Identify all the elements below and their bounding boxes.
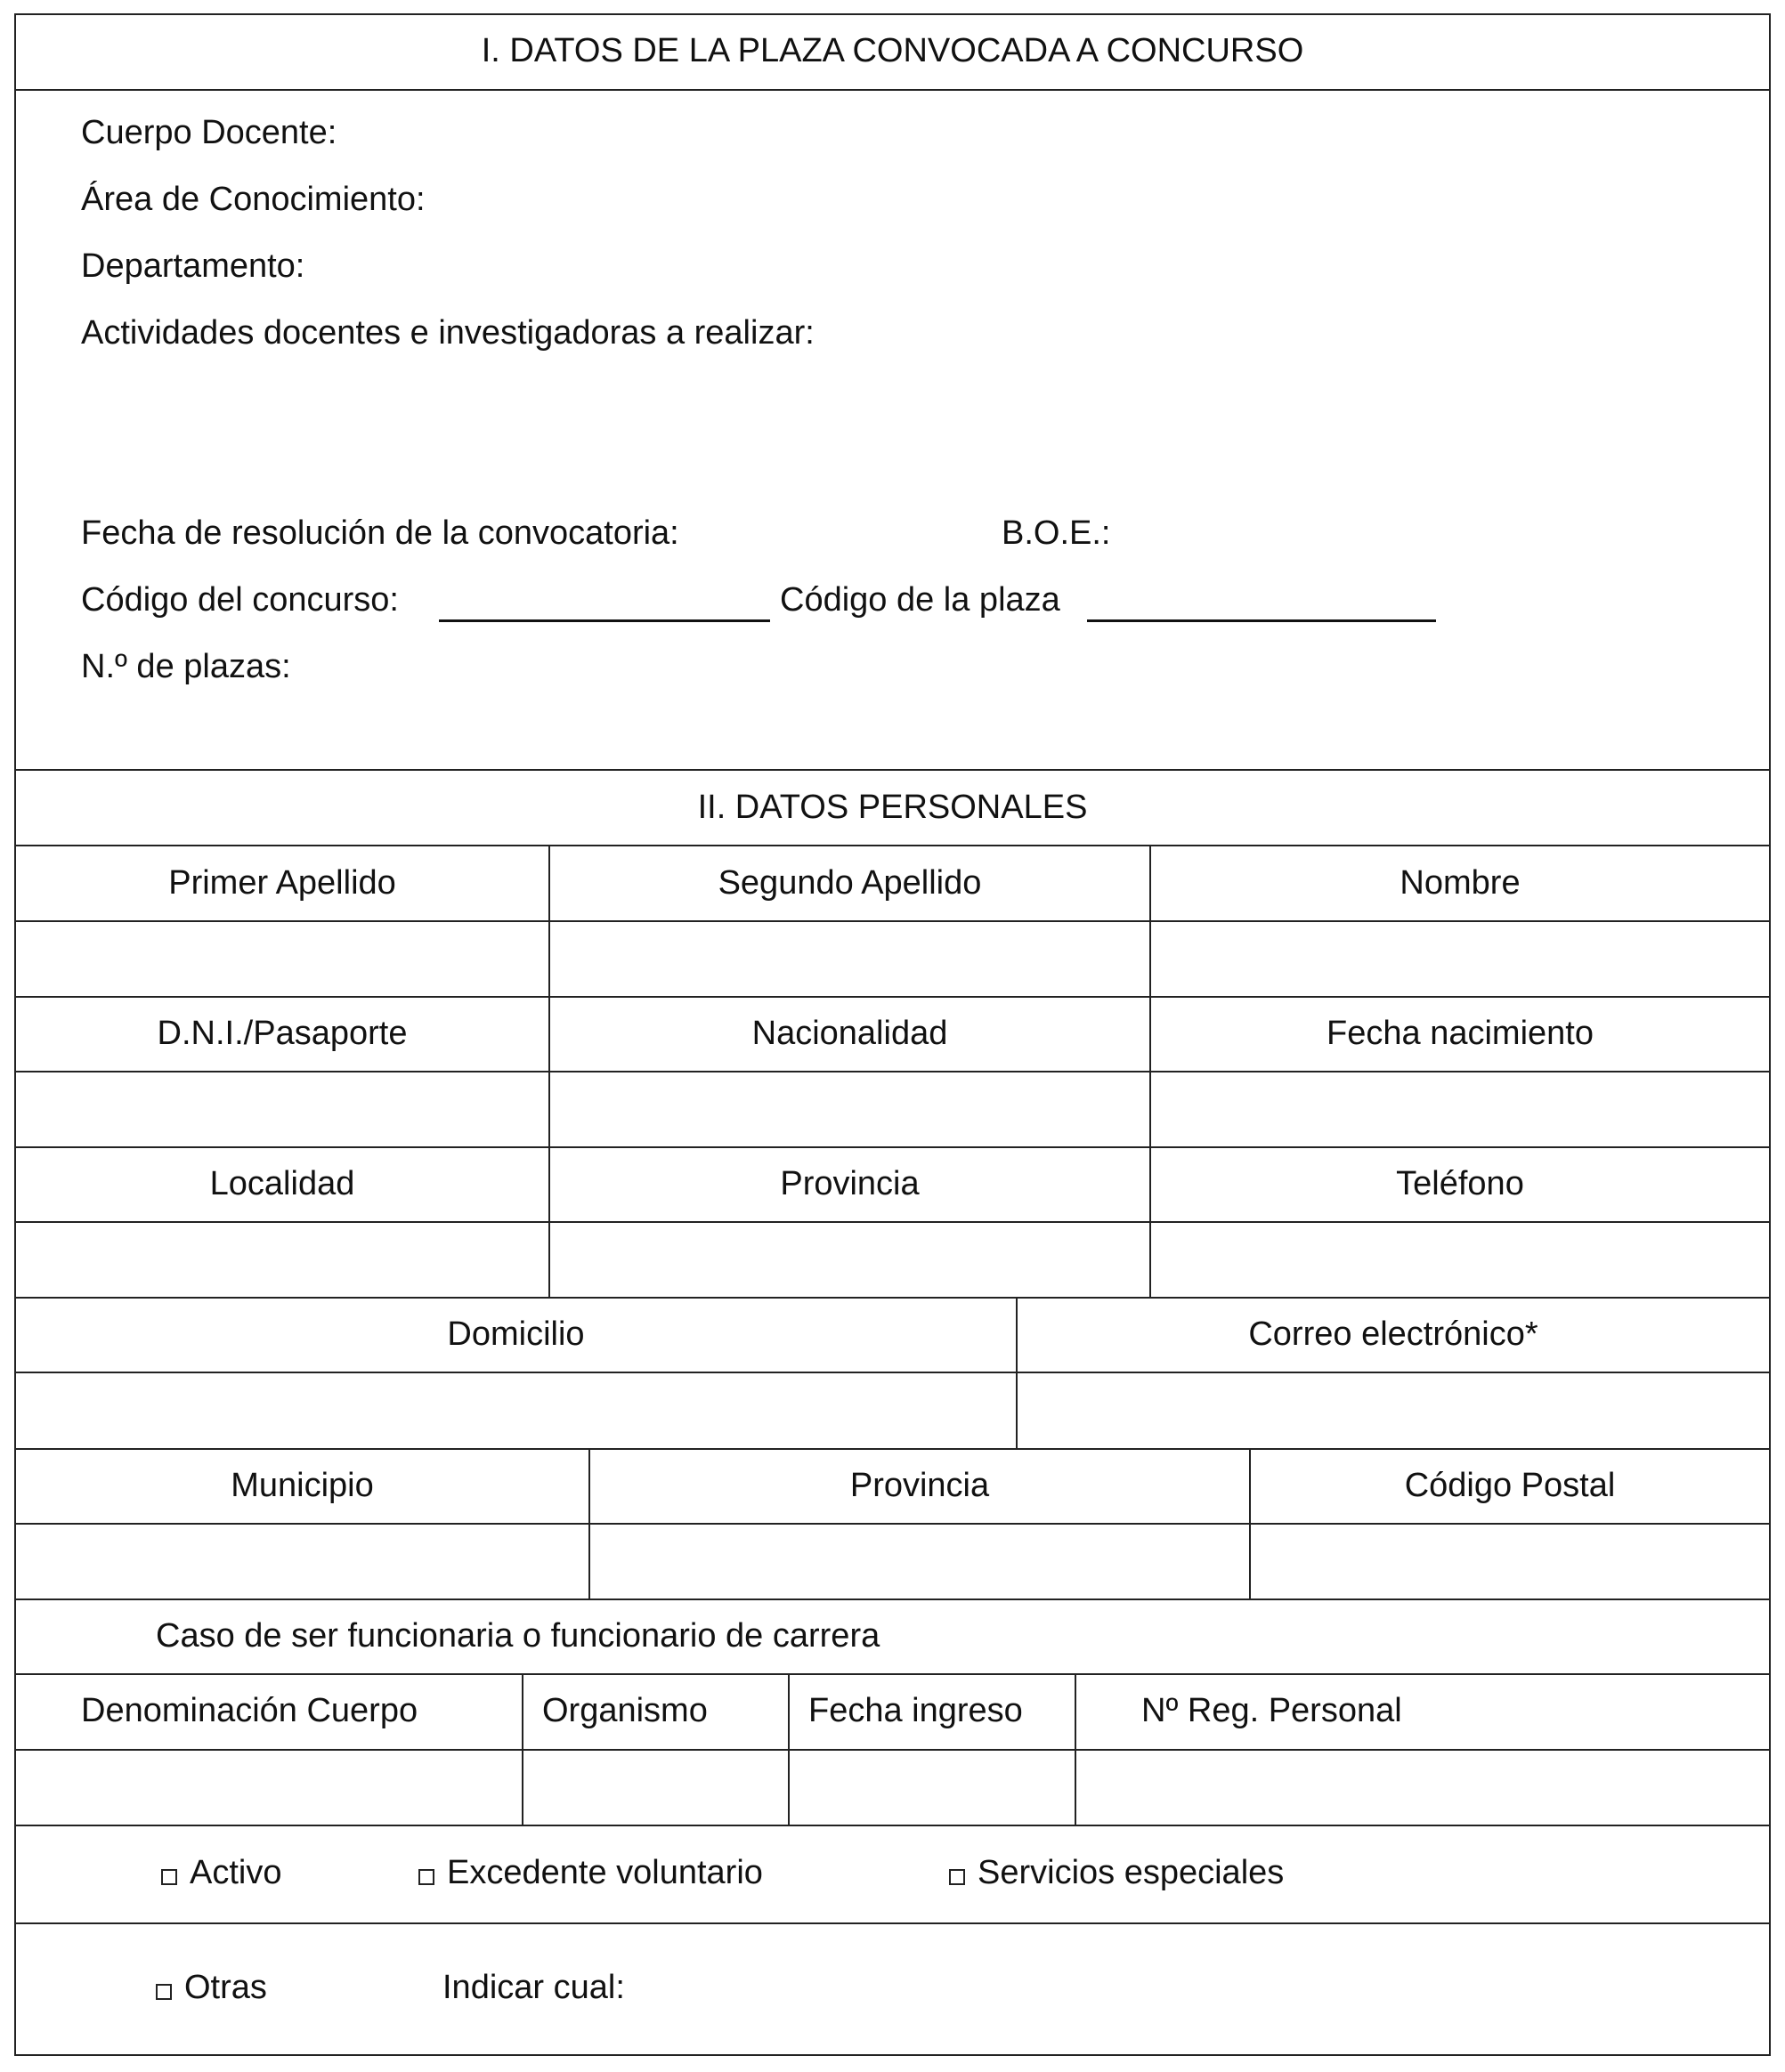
primer-apellido-header: Primer Apellido (168, 864, 396, 902)
municipio-field[interactable] (16, 1525, 588, 1599)
telefono-field[interactable] (1151, 1223, 1769, 1297)
divider (16, 996, 1769, 998)
dni-field[interactable] (16, 1072, 548, 1146)
codigo-plaza-label: Código de la plaza (780, 581, 1060, 619)
excedente-label: Excedente voluntario (447, 1854, 763, 1891)
provincia2-header: Provincia (849, 1467, 990, 1504)
denominacion-cuerpo-field[interactable] (16, 1751, 522, 1825)
actividades-label: Actividades docentes e investigadoras a realizar: (81, 314, 815, 352)
checkbox-square-icon[interactable] (161, 1869, 177, 1885)
checkbox-servicios[interactable] (949, 1853, 1284, 1892)
divider (16, 1297, 1769, 1299)
nacionalidad-field[interactable] (550, 1072, 1149, 1146)
section1-title: I. DATOS DE LA PLAZA CONVOCADA A CONCURSO (481, 32, 1304, 69)
servicios-label: Servicios especiales (978, 1854, 1285, 1891)
activo-label: Activo (190, 1854, 282, 1891)
application-form (14, 13, 1771, 2056)
fecha-ingreso-field[interactable] (790, 1751, 1075, 1825)
fecha-nacimiento-header: Fecha nacimiento (1327, 1015, 1594, 1052)
checkbox-excedente[interactable] (418, 1853, 763, 1892)
num-reg-personal-header: Nº Reg. Personal (1141, 1692, 1402, 1729)
organismo-field[interactable] (523, 1751, 788, 1825)
primer-apellido-field[interactable] (16, 922, 548, 996)
divider (16, 1825, 1769, 1826)
checkbox-activo[interactable] (161, 1853, 281, 1892)
provincia-field[interactable] (550, 1223, 1149, 1297)
divider (16, 845, 1769, 846)
num-reg-personal-field[interactable] (1076, 1751, 1769, 1825)
segundo-apellido-field[interactable] (550, 922, 1149, 996)
funcionario-label: Caso de ser funcionaria o funcionario de carrera (156, 1617, 880, 1655)
domicilio-header: Domicilio (447, 1315, 585, 1353)
divider (16, 1673, 1769, 1675)
fecha-nacimiento-field[interactable] (1151, 1072, 1769, 1146)
divider (16, 769, 1769, 771)
telefono-header: Teléfono (1396, 1165, 1524, 1202)
domicilio-field[interactable] (16, 1373, 1016, 1448)
codigo-concurso-line[interactable] (439, 619, 770, 622)
checkbox-square-icon[interactable] (949, 1869, 965, 1885)
segundo-apellido-header: Segundo Apellido (718, 864, 982, 902)
codigo-postal-field[interactable] (1251, 1525, 1769, 1599)
boe-label: B.O.E.: (1002, 514, 1111, 552)
num-plazas-label: N.º de plazas: (81, 648, 291, 685)
denominacion-cuerpo-header: Denominación Cuerpo (81, 1692, 418, 1729)
localidad-field[interactable] (16, 1223, 548, 1297)
section2-title: II. DATOS PERSONALES (697, 789, 1088, 826)
divider (16, 1146, 1769, 1148)
nombre-field[interactable] (1151, 922, 1769, 996)
provincia-header: Provincia (780, 1165, 920, 1202)
municipio-header: Municipio (231, 1467, 374, 1504)
divider (16, 1599, 1769, 1600)
fecha-resolucion-label: Fecha de resolución de la convocatoria: (81, 514, 679, 552)
provincia2-field[interactable] (590, 1525, 1249, 1599)
localidad-header: Localidad (209, 1165, 355, 1202)
checkbox-square-icon[interactable] (156, 1984, 172, 2000)
cuerpo-docente-label: Cuerpo Docente: (81, 114, 337, 151)
codigo-concurso-label: Código del concurso: (81, 581, 399, 619)
organismo-header: Organismo (542, 1692, 708, 1729)
checkbox-square-icon[interactable] (418, 1869, 434, 1885)
checkbox-otras[interactable] (156, 1968, 267, 2007)
divider (16, 1922, 1769, 1924)
codigo-postal-header: Código Postal (1404, 1467, 1616, 1504)
area-conocimiento-label: Área de Conocimiento: (81, 181, 426, 218)
codigo-plaza-line[interactable] (1087, 619, 1436, 622)
nacionalidad-header: Nacionalidad (751, 1015, 948, 1052)
nombre-header: Nombre (1400, 864, 1521, 902)
fecha-ingreso-header: Fecha ingreso (808, 1692, 1023, 1729)
indicar-cual-label: Indicar cual: (442, 1969, 625, 2006)
divider (16, 89, 1769, 91)
correo-field[interactable] (1018, 1373, 1769, 1448)
correo-header: Correo electrónico* (1248, 1315, 1538, 1353)
dni-header: D.N.I./Pasaporte (157, 1015, 408, 1052)
departamento-label: Departamento: (81, 247, 305, 285)
otras-label: Otras (184, 1969, 267, 2006)
divider (16, 1448, 1769, 1450)
